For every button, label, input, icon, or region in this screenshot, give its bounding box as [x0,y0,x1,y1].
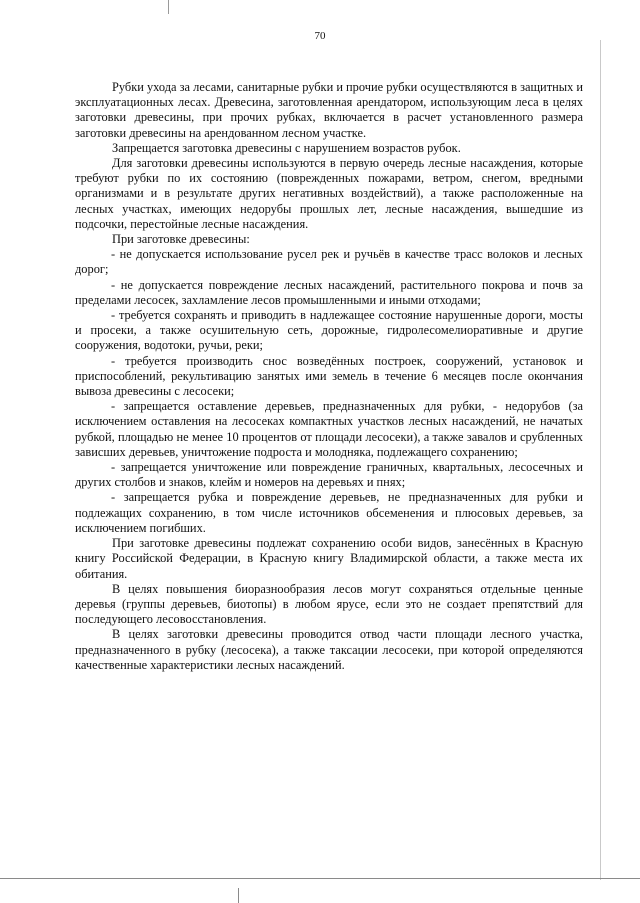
scan-tick-bottom [238,888,239,903]
document-body [75,80,583,673]
scan-edge-right [600,40,601,880]
paragraph-red-book: При заготовке древесины подлежат сохранению особи видов, занесённых в Красную книгу Российской Федерации, в Красную книгу Владимирской области, а также места их обитания. [75,536,583,581]
paragraph-biodiversity: В целях повышения биоразнообразия лесов могут сохраняться отдельные ценные деревья (группы деревьев, биотопы) в любом ярусе, если это не создает препятствий для последующего лесовосстановления. [75,581,583,627]
paragraph-plot-allotment: В целях заготовки древесины проводится отвод части площади лесного участка, предназначенного в рубку (лесосека), а также таксации лесосеки, при которой определяются качественные характеристики лесных насаждений. [75,627,583,672]
paragraph-priority-stands: Для заготовки древесины используются в первую очередь лесные насаждения, которые требуют рубки по их состоянию (поврежденных пожарами, ветром, снегом, вредными организмами и в результате других негативных воздействий), а также расположенные на лесных участках, имеющих недорубы прошлых лет, лесные насаждения, вышедшие из подсочки, перестойные лесные насаждения. [75,156,583,231]
list-item-riverbeds: - не допускается использование русел рек и ручьёв в качестве трасс волоков и лесных дорог; [75,247,583,277]
list-item-demolition: - требуется производить снос возведённых построек, сооружений, установок и приспособлений, рекультивацию занятых ими земель в течение 6 месяцев после окончания вывоза древесины с лесосеки; [75,353,583,399]
list-item-no-leftover-trees: - запрещается оставление деревьев, предназначенных для рубки, - недорубов (за исключением оставления на лесосеках компактных участков лесных насаждений, не начатых рубкой, площадью не менее 10 процентов от площади лесосеки), а также завалов и срубленных зависших деревьев, уничтожение подроста и молодняка, подлежащего сохранению; [75,399,583,459]
list-item-restore-infrastructure: - требуется сохранять и приводить в надлежащее состояние нарушенные дороги, мосты и просеки, а также осушительную сеть, дорожные, гидролесомелиоративные и другие сооружения, водотоки, ручьи, реки; [75,308,583,353]
list-item-protected-trees: - запрещается рубка и повреждение деревьев, не предназначенных для рубки и подлежащих сохранению, в том числе источников обсеменения и плюсовых деревьев, за исключением погибших. [75,490,583,535]
list-item-boundary-markers: - запрещается уничтожение или повреждение граничных, квартальных, лесосечных и других столбов и знаков, клейм и номеров на деревьях и пнях; [75,460,583,490]
paragraph-age-prohibition: Запрещается заготовка древесины с нарушением возрастов рубок. [112,140,461,155]
list-item-damage-prohibition: - не допускается повреждение лесных насаждений, растительного покрова и почв за пределами лесосек, захламление лесов промышленными и иными отходами; [75,277,583,307]
paragraph-logging-types: Рубки ухода за лесами, санитарные рубки и прочие рубки осуществляются в защитных и эксплуатационных лесах. Древесина, заготовленная арендатором, использующим леса в целях заготовки древесины, при прочих рубках, включается в расчет установленного размера заготовки древесины на арендованном лесном участке. [75,80,583,140]
scan-edge-bottom [0,878,640,879]
page-number: 70 [314,30,326,42]
paragraph-harvest-rules-intro: При заготовке древесины: [112,232,250,247]
scan-mark-top [168,0,169,14]
